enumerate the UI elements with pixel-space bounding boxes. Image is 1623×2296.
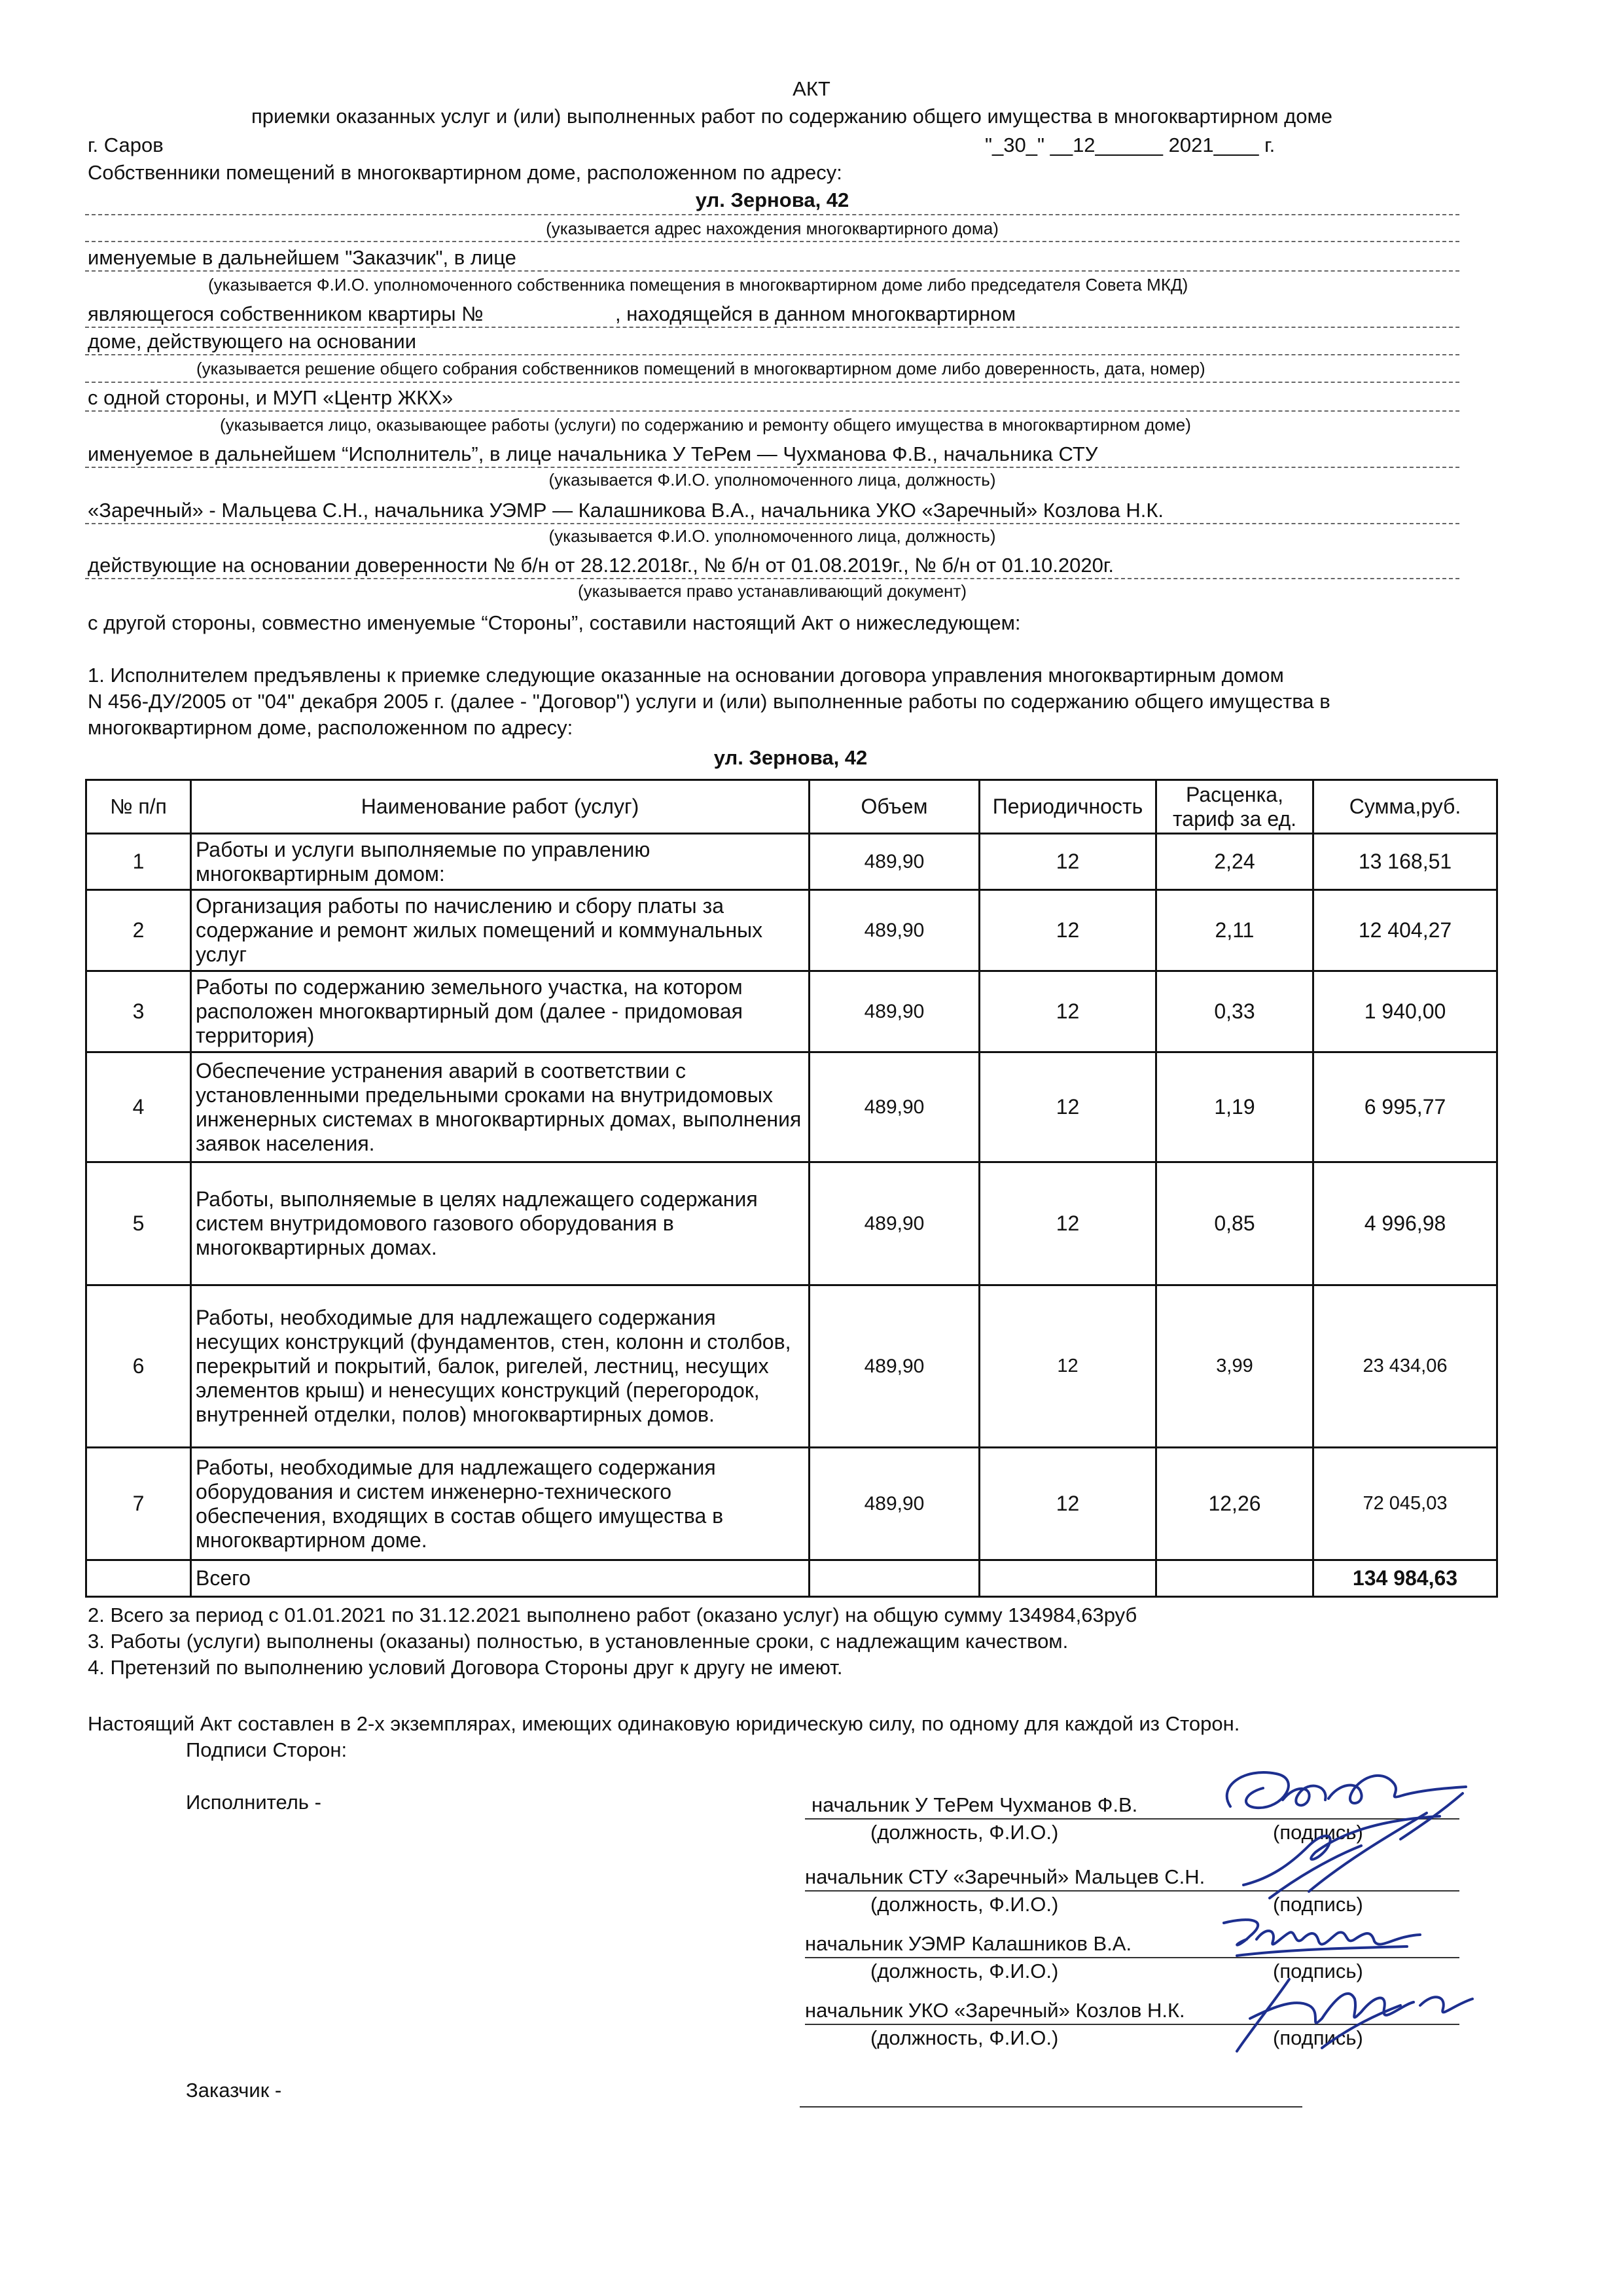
row-name: Работы по содержанию земельного участка, на котором расположен многоквартирный дом (далее - придомовая территория) xyxy=(191,971,810,1052)
row-name: Работы и услуги выполняемые по управлению многоквартирным домом: xyxy=(191,834,810,890)
signer-2: начальник СТУ «Заречный» Мальцев С.Н. xyxy=(805,1865,1205,1888)
section1-line2: N 456-ДУ/2005 от "04" декабря 2005 г. (далее - "Договор") услуги и (или) выполненные работы по содержанию общего имущества в xyxy=(88,690,1330,713)
handwritten-signature-3 xyxy=(1211,1910,1433,1962)
position-hint-1: (должность, Ф.И.О.) xyxy=(870,1821,1059,1844)
total-empty-cell xyxy=(810,1560,980,1597)
works-table xyxy=(85,779,1498,1598)
row-sum: 4 996,98 xyxy=(1313,1162,1497,1285)
section1-line1: 1. Исполнителем предъявлены к приемке следующие оказанные на основании договора управления многоквартирным домом xyxy=(88,664,1284,687)
row-sum: 23 434,06 xyxy=(1313,1285,1497,1448)
table-row xyxy=(86,971,1497,1052)
basis-rule xyxy=(85,354,1459,355)
owner-line: являющегося собственником квартиры № xyxy=(88,302,484,325)
executor-rule xyxy=(85,467,1459,468)
executor-hint-2: (указывается Ф.И.О. уполномоченного лица, должность) xyxy=(548,526,996,546)
row-number: 7 xyxy=(86,1448,191,1560)
basis-hint: (указывается решение общего собрания собственников помещений в многоквартирном доме либо доверенность, дата, номер) xyxy=(196,359,1205,378)
position-hint-3: (должность, Ф.И.О.) xyxy=(870,1960,1059,1982)
row-number: 1 xyxy=(86,834,191,890)
row-name: Организация работы по начислению и сбору платы за содержание и ремонт жилых помещений и коммунальных услуг xyxy=(191,890,810,971)
signature-hint-4: (подпись) xyxy=(1273,2026,1363,2049)
row-sum: 12 404,27 xyxy=(1313,890,1497,971)
note-2: 2. Всего за период с 01.01.2021 по 31.12.2021 выполнено работ (оказано услуг) на общую сумму 134984,63руб xyxy=(88,1604,1137,1626)
row-rate: 2,11 xyxy=(1156,890,1313,971)
total-label: Всего xyxy=(191,1560,810,1597)
customer-signature-line xyxy=(800,2106,1302,2108)
table-header-row xyxy=(86,780,1497,834)
row-volume: 489,90 xyxy=(810,971,980,1052)
note-3: 3. Работы (услуги) выполнены (оказаны) полностью, в установленные сроки, с надлежащим качеством. xyxy=(88,1630,1069,1653)
row-rate: 12,26 xyxy=(1156,1448,1313,1560)
table-row xyxy=(86,834,1497,890)
total-empty-cell xyxy=(86,1560,191,1597)
row-period: 12 xyxy=(980,1448,1156,1560)
address-hint: (указывается адрес нахождения многоквартирного дома) xyxy=(546,219,999,238)
header-volume: Объем xyxy=(810,780,980,834)
position-hint-2: (должность, Ф.И.О.) xyxy=(870,1893,1059,1916)
table-row xyxy=(86,1285,1497,1448)
doc-title: АКТ xyxy=(793,77,830,100)
customer-hint: (указывается Ф.И.О. уполномоченного собственника помещения в многоквартирном доме либо председателя Совета МКД) xyxy=(208,275,1188,295)
customer-rule xyxy=(85,270,1459,272)
power-of-attorney-line: действующие на основании доверенности № б/н от 28.12.2018г., № б/н от 01.08.2019г., № б/н от 01.10.2020г. xyxy=(88,554,1114,577)
row-sum: 1 940,00 xyxy=(1313,971,1497,1052)
signatures-heading: Подписи Сторон: xyxy=(186,1738,348,1761)
header-sum: Сумма,руб. xyxy=(1313,780,1497,834)
position-hint-4: (должность, Ф.И.О.) xyxy=(870,2026,1059,2049)
one-side-rule xyxy=(85,410,1459,412)
customer-label: Заказчик - xyxy=(186,2079,282,2102)
signature-hint-3: (подпись) xyxy=(1273,1960,1363,1982)
executor-line-2: «Заречный» - Мальцева С.Н., начальника УЭМР — Калашникова В.А., начальника УКО «Заречный» Козлова Н.К. xyxy=(88,499,1164,522)
copies-note: Настоящий Акт составлен в 2-х экземплярах, имеющих одинаковую юридическую силу, по одному для каждой из Сторон. xyxy=(88,1712,1240,1735)
doc-date: "_30_" __12______ 2021____ г. xyxy=(985,134,1275,156)
row-period: 12 xyxy=(980,834,1156,890)
owners-intro: Собственники помещений в многоквартирном доме, расположенном по адресу: xyxy=(88,161,842,184)
row-number: 3 xyxy=(86,971,191,1052)
table-row xyxy=(86,1448,1497,1560)
row-sum: 6 995,77 xyxy=(1313,1052,1497,1162)
row-rate: 3,99 xyxy=(1156,1285,1313,1448)
doc-subtitle: приемки оказанных услуг и (или) выполненных работ по содержанию общего имущества в многоквартирном доме xyxy=(251,105,1333,128)
power-hint: (указывается право устанавливающий документ) xyxy=(577,581,967,601)
hint-rule xyxy=(85,241,1459,242)
header-periodicity: Периодичность xyxy=(980,780,1156,834)
row-name: Обеспечение устранения аварий в соответствии с установленными предельными сроками на внутридомовых инженерных системах в многоквартирных домах, выполнения заявок населения. xyxy=(191,1052,810,1162)
row-rate: 0,33 xyxy=(1156,971,1313,1052)
row-period: 12 xyxy=(980,1285,1156,1448)
executor-hint: (указывается Ф.И.О. уполномоченного лица, должность) xyxy=(548,470,996,490)
handwritten-signature-2 xyxy=(1230,1806,1453,1905)
signature-hint-2: (подпись) xyxy=(1273,1893,1363,1916)
row-number: 4 xyxy=(86,1052,191,1162)
customer-line: именуемые в дальнейшем "Заказчик", в лице xyxy=(88,246,516,269)
executor-label: Исполнитель - xyxy=(186,1791,321,1814)
row-rate: 2,24 xyxy=(1156,834,1313,890)
section1-line3: многоквартирном доме, расположенном по адресу: xyxy=(88,716,573,739)
other-side-line: с другой стороны, совместно именуемые “Стороны”, составили настоящий Акт о нижеследующем: xyxy=(88,611,1021,634)
table-total-row xyxy=(86,1560,1497,1597)
row-rate: 1,19 xyxy=(1156,1052,1313,1162)
header-number: № п/п xyxy=(86,780,191,834)
signer-3: начальник УЭМР Калашников В.А. xyxy=(805,1932,1132,1955)
row-sum: 13 168,51 xyxy=(1313,834,1497,890)
row-volume: 489,90 xyxy=(810,890,980,971)
row-number: 2 xyxy=(86,890,191,971)
address-rule xyxy=(85,214,1459,215)
table-row xyxy=(86,1162,1497,1285)
signer-4: начальник УКО «Заречный» Козлов Н.К. xyxy=(805,1999,1185,2022)
executor-line: именуемое в дальнейшем “Исполнитель”, в лице начальника У ТеРем — Чухманова Ф.В., начальника СТУ xyxy=(88,442,1098,465)
row-volume: 489,90 xyxy=(810,1285,980,1448)
total-sum: 134 984,63 xyxy=(1313,1560,1497,1597)
header-name: Наименование работ (услуг) xyxy=(191,780,810,834)
section1-address: ул. Зернова, 42 xyxy=(713,746,868,769)
row-period: 12 xyxy=(980,890,1156,971)
row-number: 5 xyxy=(86,1162,191,1285)
row-period: 12 xyxy=(980,1162,1156,1285)
handwritten-signature-4 xyxy=(1224,1966,1499,2058)
signer-1: начальник У ТеРем Чухманов Ф.В. xyxy=(812,1793,1138,1816)
basis-hint-rule xyxy=(85,382,1459,383)
row-name: Работы, необходимые для надлежащего содержания несущих конструкций (фундаментов, стен, колонн и столбов, перекрытий и покрытий, балок, ригелей, лестниц, несущих элементов крыш) и ненесущих конструкций (перегородок, внутренней отделки, полов) многоквартирных домов. xyxy=(191,1285,810,1448)
power-rule xyxy=(85,578,1459,579)
address: ул. Зернова, 42 xyxy=(695,188,849,211)
row-name: Работы, выполняемые в целях надлежащего содержания систем внутридомового газового оборудования в многоквартирных домах. xyxy=(191,1162,810,1285)
row-volume: 489,90 xyxy=(810,1052,980,1162)
row-volume: 489,90 xyxy=(810,1162,980,1285)
row-volume: 489,90 xyxy=(810,1448,980,1560)
row-period: 12 xyxy=(980,971,1156,1052)
row-number: 6 xyxy=(86,1285,191,1448)
owner-rule xyxy=(85,327,1459,328)
row-name: Работы, необходимые для надлежащего содержания оборудования и систем инженерно-технического обеспечения, входящих в состав общего имущества в многоквартирном доме. xyxy=(191,1448,810,1560)
owner-line-b: , находящейся в данном многоквартирном xyxy=(615,302,1016,325)
total-empty-cell xyxy=(1156,1560,1313,1597)
executor-rule-2 xyxy=(85,523,1459,524)
row-volume: 489,90 xyxy=(810,834,980,890)
total-empty-cell xyxy=(980,1560,1156,1597)
one-side-line: с одной стороны, и МУП «Центр ЖКХ» xyxy=(88,386,454,409)
table-row xyxy=(86,1052,1497,1162)
signature-hint-1: (подпись) xyxy=(1273,1821,1363,1844)
basis-line: доме, действующего на основании xyxy=(88,330,417,353)
row-sum: 72 045,03 xyxy=(1313,1448,1497,1560)
contractor-hint: (указывается лицо, оказывающее работы (услуги) по содержанию и ремонту общего имущества в многоквартирном доме) xyxy=(220,415,1191,435)
city: г. Саров xyxy=(88,134,164,156)
row-rate: 0,85 xyxy=(1156,1162,1313,1285)
row-period: 12 xyxy=(980,1052,1156,1162)
note-4: 4. Претензий по выполнению условий Договора Стороны друг к другу не имеют. xyxy=(88,1656,843,1679)
header-rate: Расценка, тариф за ед. xyxy=(1156,780,1313,834)
table-row xyxy=(86,890,1497,971)
